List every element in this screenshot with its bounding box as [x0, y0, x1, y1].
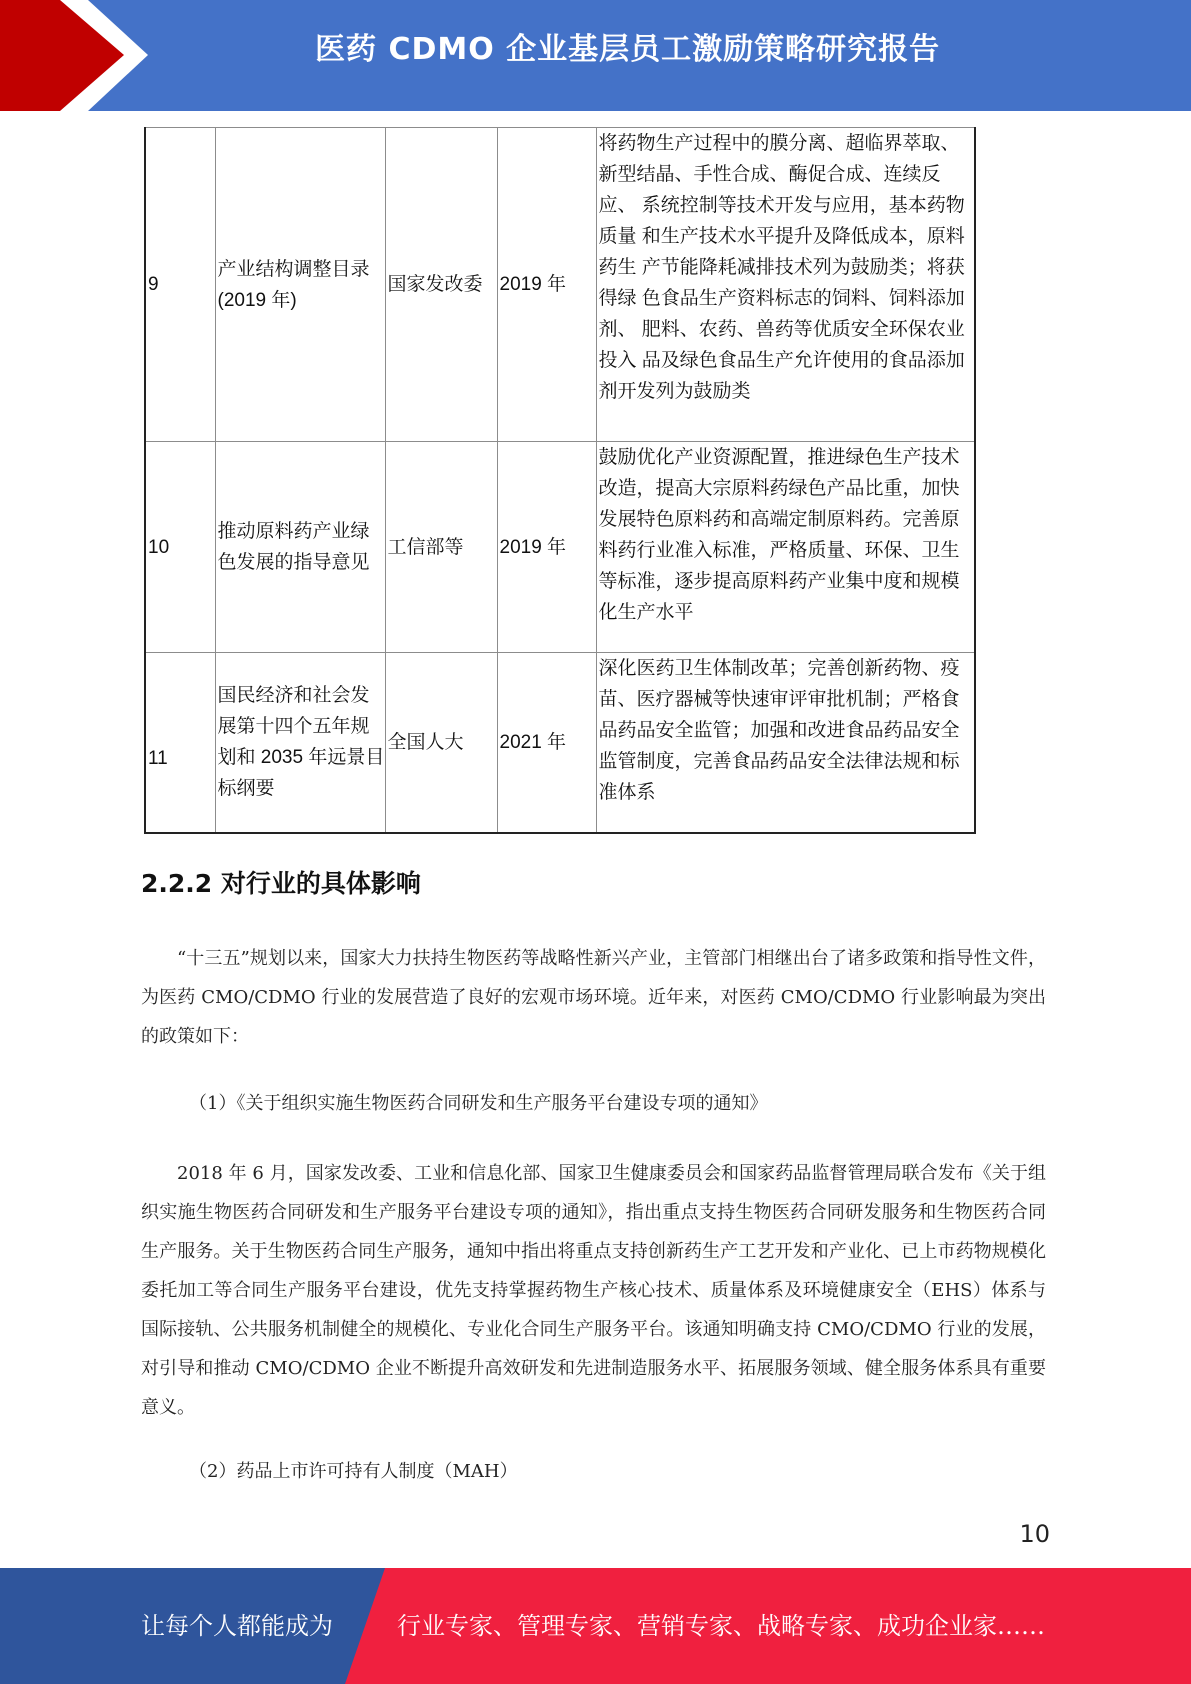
issue-year: 2021 年 [497, 653, 596, 833]
issue-year: 2019 年 [497, 128, 596, 442]
policy-table [144, 127, 976, 834]
policy-content: 将药物生产过程中的膜分离、超临界萃取、 新型结晶、手性合成、酶促合成、连续反应、 系统控制等技术开发与应用，基本药物质量 和生产技术水平提升及降低成本，原料药生 产节能降耗减排技术列为鼓励类；将获得绿 色食品生产资料标志的饲料、饲料添加剂、 肥料、农药、兽药等优质安全环保农业投入 品及绿色食品生产允许使用的食品添加剂开发列为鼓励类 [596, 128, 975, 442]
issuing-body: 国家发改委 [385, 128, 497, 442]
issue-year: 2019 年 [497, 442, 596, 653]
footer-slogan-right: 行业专家、管理专家、营销专家、战略专家、成功企业家…… [397, 1612, 1045, 1640]
policy-content: 深化医药卫生体制改革；完善创新药物、疫 苗、医疗器械等快速审评审批机制；严格食 品药品安全监管；加强和改进食品药品安全 监管制度，完善食品药品安全法律法规和标 准体系 [596, 653, 975, 833]
footer-slogan-left: 让每个人都能成为 [141, 1612, 333, 1640]
row-number: 10 [145, 442, 215, 653]
policy-content: 鼓励优化产业资源配置，推进绿色生产技术 改造，提高大宗原料药绿色产品比重，加快 发展特色原料药和高端定制原料药。完善原 料药行业准入标准，严格质量、环保、卫生 等标准，逐步提高原料药产业集中度和规模 化生产水平 [596, 442, 975, 653]
report-title: 医药 CDMO 企业基层员工激励策略研究报告 [315, 32, 941, 67]
table-row [145, 653, 975, 833]
issuing-body: 全国人大 [385, 653, 497, 833]
policy-item-title: （1）《关于组织实施生物医药合同研发和生产服务平台建设专项的通知》 [189, 1093, 768, 1114]
section-heading: 2.2.2 对行业的具体影响 [141, 869, 421, 898]
intro-paragraph: “十三五”规划以来，国家大力扶持生物医药等战略性新兴产业，主管部门相继出台了诸多政策和指导性文件，为医药 CMO/CDMO 行业的发展营造了良好的宏观市场环境。近年来，对医药 CMO/CDMO 行业影响最为突出的政策如下： [141, 948, 1046, 1047]
policy-name: 产业结构调整目录(2019 年) [215, 128, 385, 442]
header-arrow-decoration [0, 0, 160, 111]
page-header [0, 0, 1191, 111]
row-number: 9 [145, 128, 215, 442]
policy-item-body: 2018 年 6 月，国家发改委、工业和信息化部、国家卫生健康委员会和国家药品监督管理局联合发布《关于组织实施生物医药合同研发和生产服务平台建设专项的通知》，指出重点支持生物医药合同研发服务和生物医药合同生产服务。关于生物医药合同生产服务，通知中指出将重点支持创新药生产工艺开发和产业化、已上市药物规模化委托加工等合同生产服务平台建设，优先支持掌握药物生产核心技术、质量体系及环境健康安全（EHS）体系与国际接轨、公共服务机制健全的规模化、专业化合同生产服务平台。该通知明确支持 CMO/CDMO 行业的发展，对引导和推动 CMO/CDMO 企业不断提升高效研发和先进制造服务水平、拓展服务领域、健全服务体系具有重要意义。 [141, 1163, 1046, 1418]
policy-name: 推动原料药产业绿色发展的指导意见 [215, 442, 385, 653]
page-footer [0, 1568, 1191, 1684]
table-row [145, 128, 975, 442]
page-number: 10 [1019, 1520, 1050, 1548]
policy-item-title: （2）药品上市许可持有人制度（MAH） [189, 1461, 518, 1482]
policy-name: 国民经济和社会发展第十四个五年规划和 2035 年远景目 标纲要 [215, 653, 385, 833]
issuing-body: 工信部等 [385, 442, 497, 653]
row-number: 11 [145, 653, 215, 833]
table-row [145, 442, 975, 653]
